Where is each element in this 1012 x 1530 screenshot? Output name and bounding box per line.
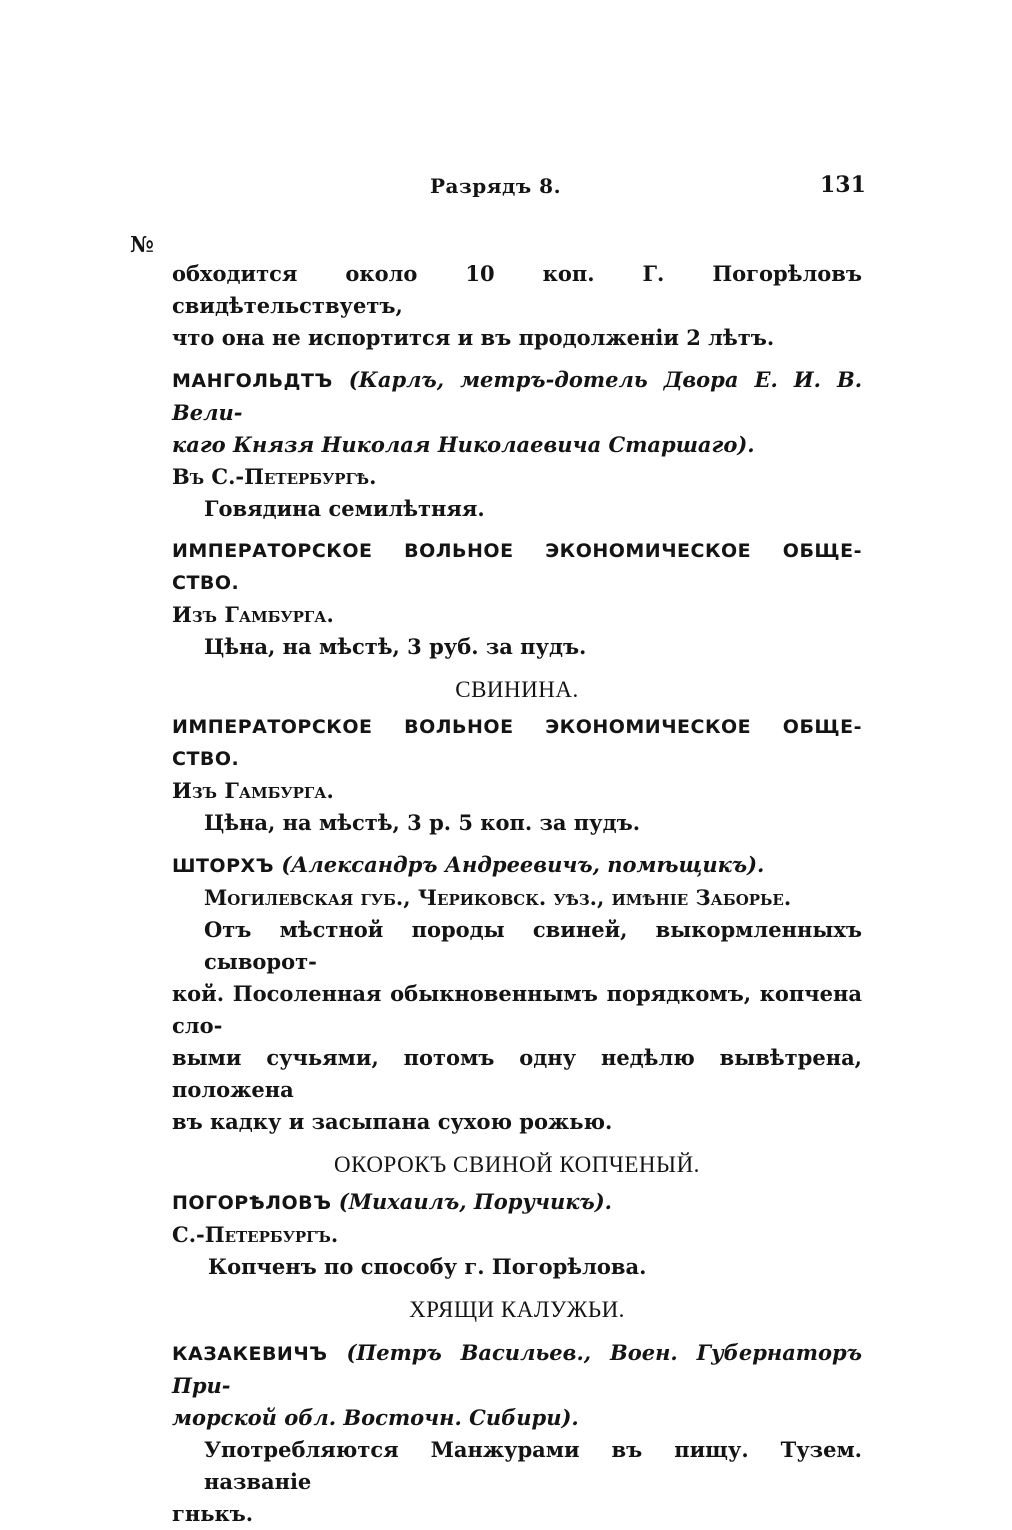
text-line: гнькъ.: [172, 1501, 254, 1526]
page-body: [172, 258, 862, 1530]
exhibitor-desc-cont: морской обл. Восточн. Сибири).: [172, 1405, 579, 1430]
numero-sign: №: [130, 232, 154, 258]
entry-society-2: [172, 711, 862, 839]
exhibitor-place: С.-Петербургъ.: [172, 1222, 339, 1247]
running-title: Разрядъ 8.: [430, 174, 562, 198]
exhibitor-place: Могилевская губ., Чериковск. уѣз., имѣніе Заборье.: [204, 885, 792, 910]
entry-kazakevich: [172, 1337, 862, 1530]
exhibitor-name: ПОГОРѢЛОВЪ: [172, 1192, 332, 1214]
exhibit-price: Цѣна, на мѣстѣ, 3 р. 5 коп. за пудъ.: [204, 810, 641, 835]
exhibitor-place: Въ С.-Петербургѣ.: [172, 464, 377, 489]
exhibitor-name: ШТОРХЪ: [172, 855, 275, 877]
section-heading: СВИНИНА.: [455, 677, 579, 702]
entry-storkh: [172, 849, 862, 1138]
exhibitor-desc-cont: каго Князя Николая Николаевича Старшаго).: [172, 432, 755, 457]
entry-pogorelov: [172, 1186, 862, 1283]
text-line: въ кадку и засыпана сухою рожью.: [172, 1109, 613, 1134]
exhibit-item: Копченъ по способу г. Погорѣлова.: [208, 1254, 647, 1279]
text-line: Отъ мѣстной породы свиней, выкормленныхъ сыворот-: [204, 917, 862, 974]
exhibitor-name: ИМПЕРАТОРСКОЕ ВОЛЬНОЕ ЭКОНОМИЧЕСКОЕ ОБЩЕ-: [172, 716, 862, 738]
text-line: что она не испортится и въ продолженіи 2 лѣтъ.: [172, 325, 775, 350]
text-line: обходится около 10 коп. Г. Погорѣловъ свидѣтельствуетъ,: [172, 261, 862, 318]
exhibitor-name: МАНГОЛЬДТЪ: [172, 370, 333, 392]
exhibit-item: Говядина семилѣтняя.: [204, 496, 485, 521]
text-line: Употребляются Манжурами въ пищу. Тузем. названіе: [204, 1437, 862, 1494]
entry-continuation: [172, 258, 862, 354]
exhibitor-name-cont: СТВО.: [172, 748, 240, 770]
exhibitor-desc: (Петръ Васильев., Воен. Губернаторъ При-: [172, 1340, 862, 1398]
exhibitor-name: ИМПЕРАТОРСКОЕ ВОЛЬНОЕ ЭКОНОМИЧЕСКОЕ ОБЩЕ-: [172, 540, 862, 562]
text-line: выми сучьями, потомъ одну недѣлю вывѣтрена, положена: [172, 1045, 862, 1102]
exhibit-price: Цѣна, на мѣстѣ, 3 руб. за пудъ.: [204, 634, 587, 659]
exhibitor-desc: (Александръ Андреевичъ, помѣщикъ).: [281, 852, 765, 877]
exhibitor-name-cont: СТВО.: [172, 572, 240, 594]
text-line: кой. Посоленная обыкновеннымъ порядкомъ, копчена сло-: [172, 981, 862, 1038]
exhibitor-desc: (Карлъ, метръ-дотель Двора Е. И. В. Вели-: [172, 367, 862, 425]
exhibitor-place: Изъ Гамбурга.: [172, 602, 334, 627]
section-heading: ХРЯЩИ КАЛУЖЬИ.: [409, 1297, 625, 1322]
page-number: 131: [820, 172, 866, 198]
entry-society-1: [172, 535, 862, 663]
exhibitor-name: КАЗАКЕВИЧЪ: [172, 1343, 328, 1365]
page-header: [0, 174, 1012, 204]
exhibitor-place: Изъ Гамбурга.: [172, 778, 334, 803]
section-heading: ОКОРОКЪ СВИНОЙ КОПЧЕНЫЙ.: [334, 1152, 700, 1177]
entry-mangoldt: [172, 364, 862, 525]
exhibitor-desc: (Михаилъ, Поручикъ).: [338, 1189, 612, 1214]
